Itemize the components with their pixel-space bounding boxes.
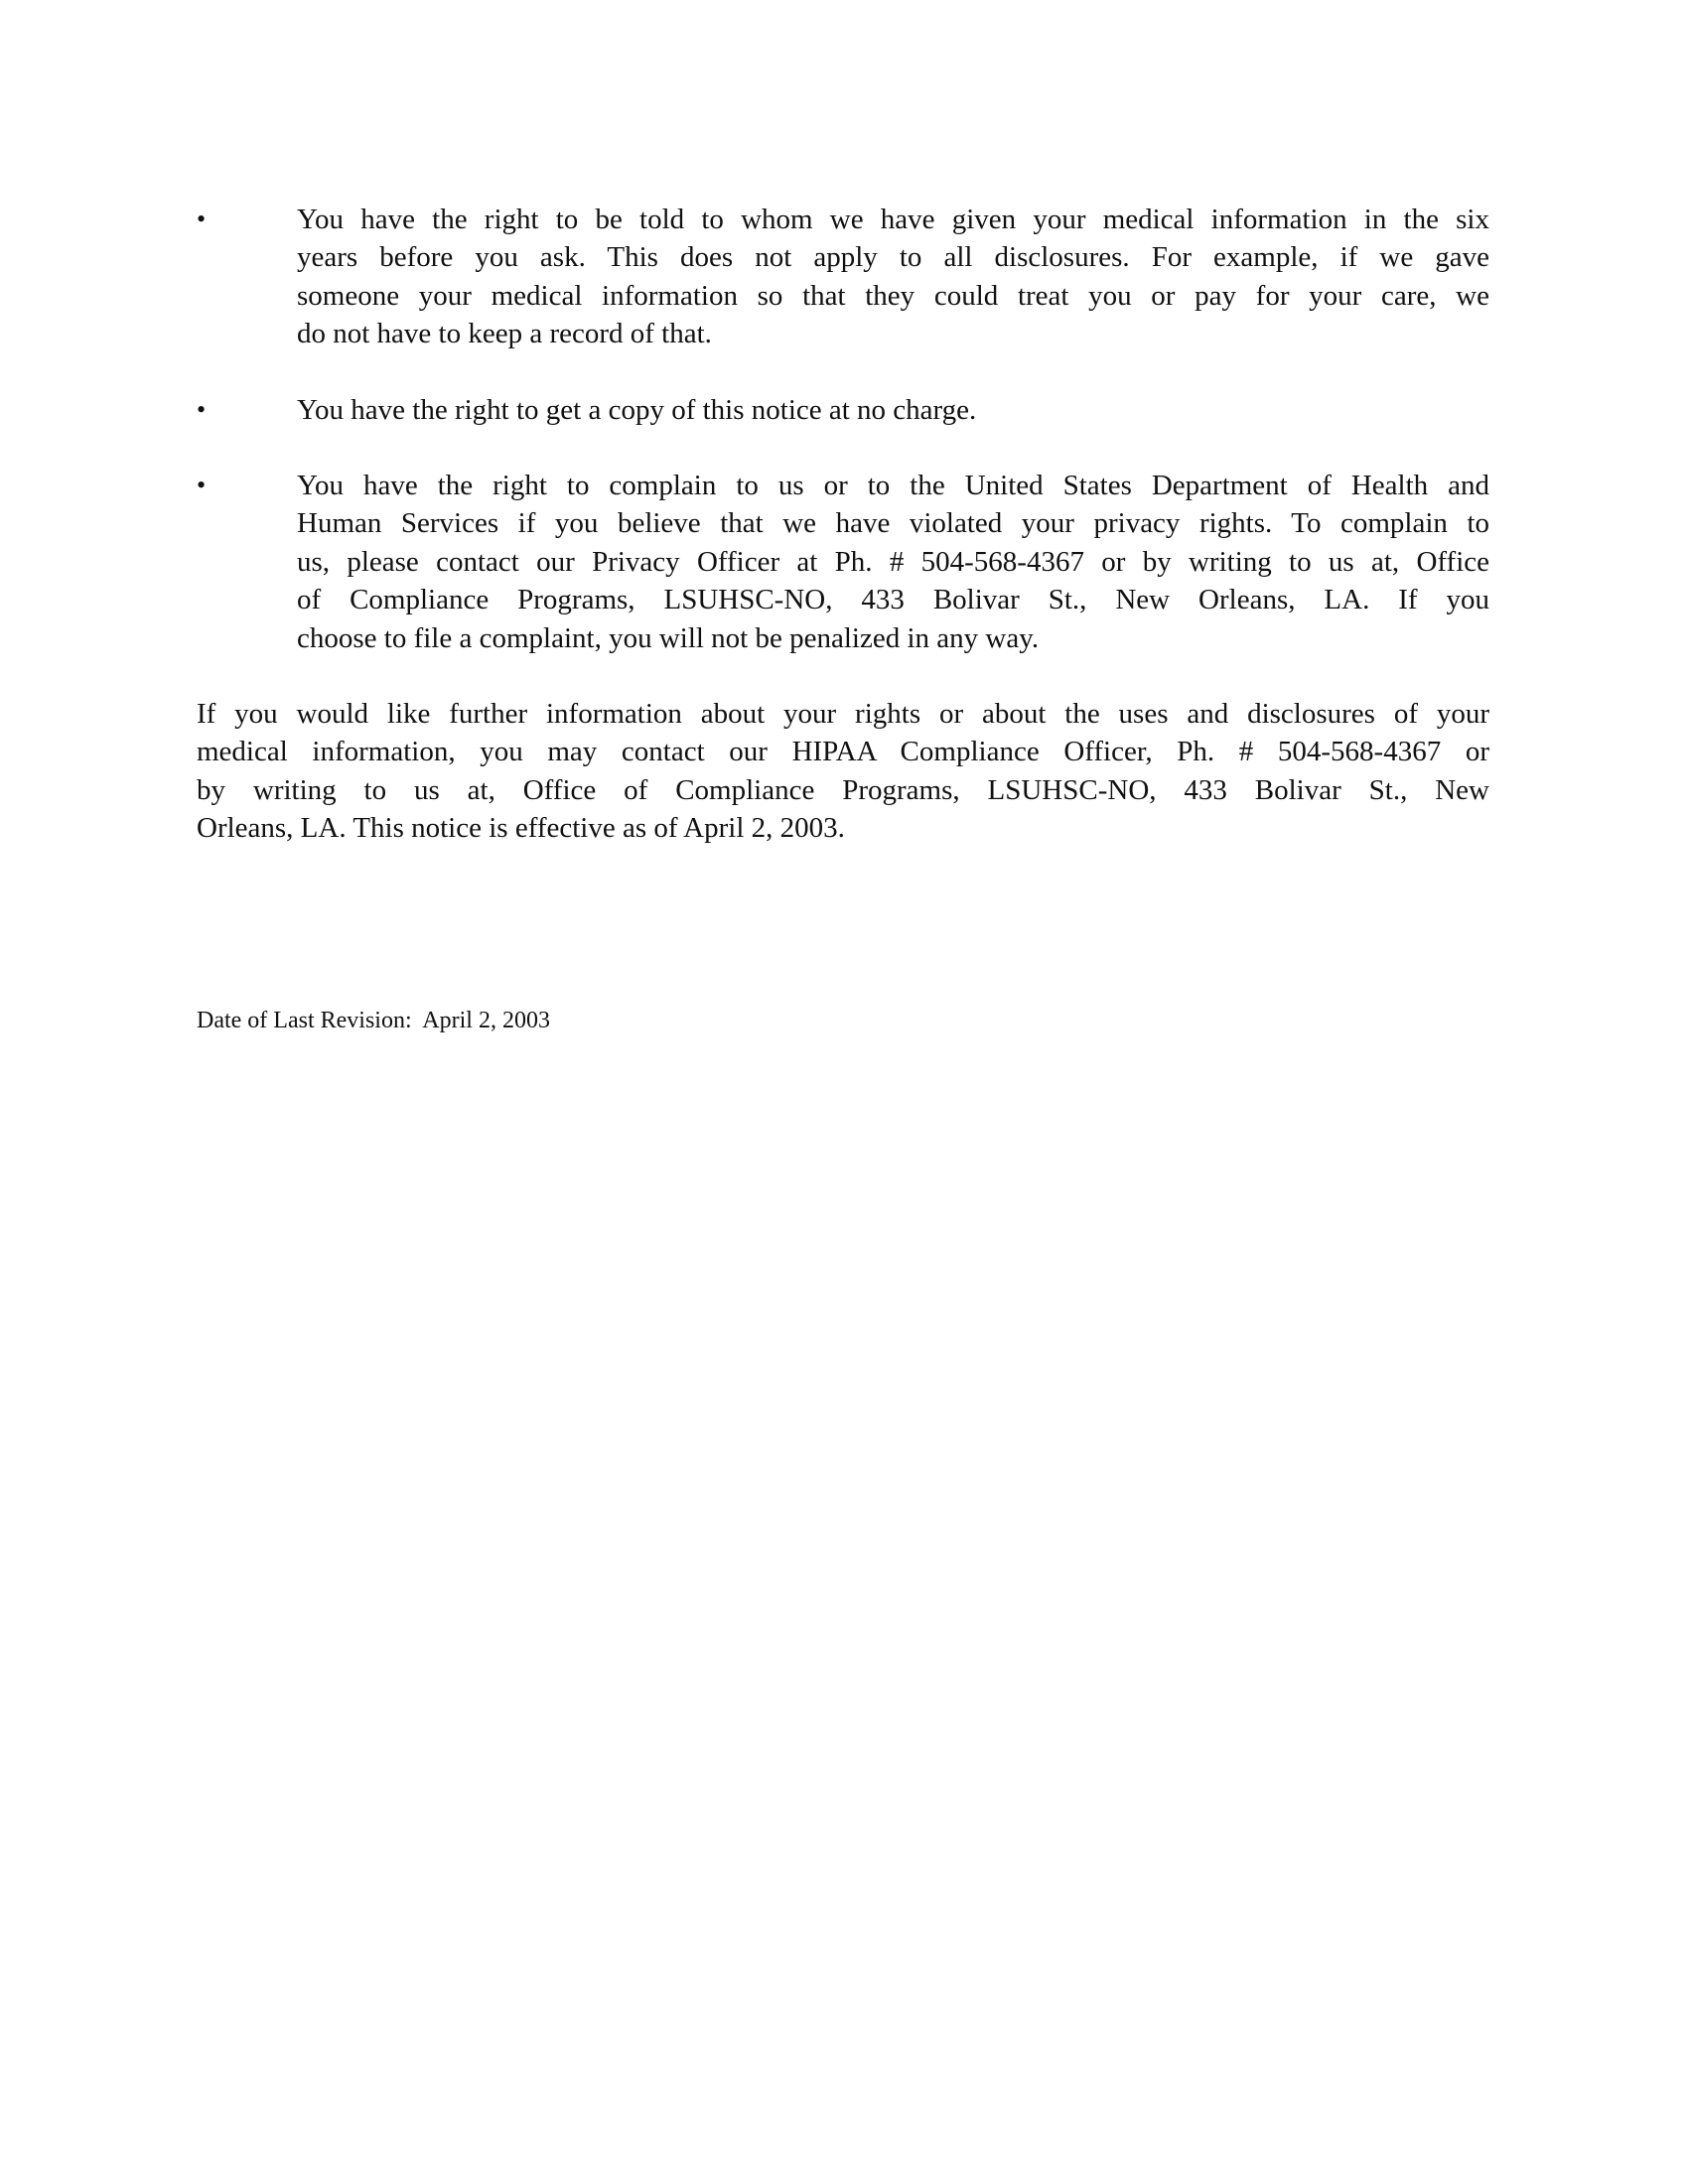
text-line: years before you ask. This does not apply to all disclosures. For example, if we gave [297,241,1489,274]
text-line: of Compliance Programs, LSUHSC-NO, 433 Bolivar St., New Orleans, LA. If you [297,584,1489,616]
text-line: by writing to us at, Office of Compliance Programs, LSUHSC-NO, 433 Bolivar St., New [197,773,1489,806]
bullet-marker: • [197,205,207,233]
text-line: do not have to keep a record of that. [297,318,712,350]
text-line: If you would like further information about your rights or about the uses and disclosures of your [197,698,1489,730]
text-line: choose to file a complaint, you will not be penalized in any way. [297,621,1040,654]
text-line: You have the right to get a copy of this notice at no charge. [297,394,977,426]
bullet-marker: • [197,395,207,424]
bullet-text [297,467,1489,657]
text-line: You have the right to complain to us or to the United States Department of Health and [297,470,1489,501]
bullet-marker: • [197,471,207,499]
revision-date: Date of Last Revision: April 2, 2003 [197,1008,550,1033]
text-line: medical information, you may contact our HIPAA Compliance Officer, Ph. # 504-568-4367 or [197,736,1489,768]
closing-paragraph [197,695,1489,848]
text-line: Human Services if you believe that we have violated your privacy rights. To complain to [297,507,1489,540]
bullet-text [297,391,1489,429]
text-line: Orleans, LA. This notice is effective as of April 2, 2003. [197,812,845,845]
bullet-text [297,201,1489,353]
text-line: us, please contact our Privacy Officer at Ph. # 504-568-4367 or by writing to us at, Office [297,545,1489,578]
text-line: someone your medical information so that they could treat you or pay for your care, we [297,279,1489,312]
text-line: You have the right to be told to whom we have given your medical information in the six [297,204,1489,235]
